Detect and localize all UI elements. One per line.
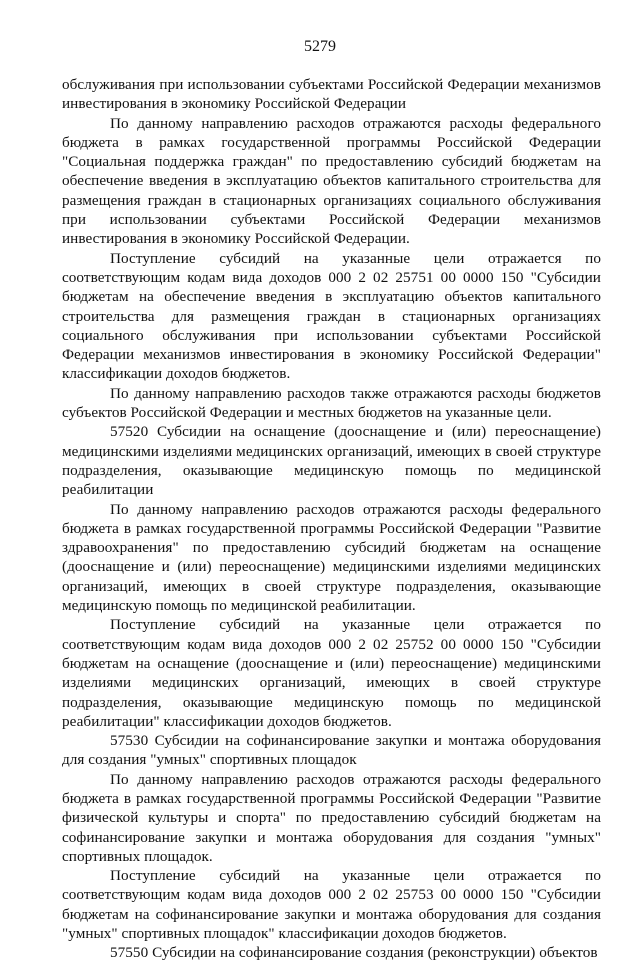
paragraph: Поступление субсидий на указанные цели отражается по соответствующим кодам вида доходов 000 2 02 25753 00 0000 150 "Субсидии бюджетам на софинансирование закупки и монтажа оборудования для создания "умных" спортивных площадок" классификации доходов бюджетов. <box>62 867 601 943</box>
paragraph: По данному направлению расходов отражаются расходы федерального бюджета в рамках государственной программы Российской Федерации "Социальная поддержка граждан" по предоставлению субсидий бюджетам на обеспечение введения в эксплуатацию объектов капитального строительства для размещения граждан в стационарных организациях социального обслуживания при использовании субъектами Российской Федерации механизмов инвестирования в экономику Российской Федерации. <box>62 114 601 248</box>
section-heading-57550: 57550 Субсидии на софинансирование создания (реконструкции) объектов <box>110 944 598 962</box>
paragraph-continuation: обслуживания при использовании субъектами Российской Федерации механизмов инвестирования в экономику Российской Федерации <box>62 76 601 113</box>
section-heading-57520: 57520 Субсидии на оснащение (дооснащение и (или) переоснащение) медицинскими изделиями медицинских организаций, имеющих в своей структуре подразделения, оказывающие медицинскую помощь по медицинской реабилитации <box>62 423 601 499</box>
paragraph: По данному направлению расходов также отражаются расходы бюджетов субъектов Российской Федерации и местных бюджетов на указанные цели. <box>62 384 601 422</box>
section-heading-57530: 57530 Субсидии на софинансирование закупки и монтажа оборудования для создания "умных" спортивных площадок <box>62 732 601 769</box>
paragraph: По данному направлению расходов отражаются расходы федерального бюджета в рамках государственной программы Российской Федерации "Развитие физической культуры и спорта" по предоставлению субсидий бюджетам на софинансирование закупки и монтажа оборудования для создания "умных" спортивных площадок. <box>62 770 601 865</box>
page-number: 5279 <box>304 38 336 55</box>
paragraph: Поступление субсидий на указанные цели отражается по соответствующим кодам вида доходов 000 2 02 25751 00 0000 150 "Субсидии бюджетам на обеспечение введения в эксплуатацию объектов капитального строительства для размещения граждан в стационарных организациях социального обслуживания при использовании субъектами Российской Федерации механизмов инвестирования в экономику Российской Федерации" классификации доходов бюджетов. <box>62 249 601 383</box>
paragraph: Поступление субсидий на указанные цели отражается по соответствующим кодам вида доходов 000 2 02 25752 00 0000 150 "Субсидии бюджетам на оснащение (дооснащение и (или) переоснащение) медицинскими изделиями медицинских организаций, имеющих в своей структуре подразделения, оказывающие медицинскую помощь по медицинской реабилитации" классификации доходов бюджетов. <box>62 616 601 730</box>
paragraph: По данному направлению расходов отражаются расходы федерального бюджета в рамках государственной программы Российской Федерации "Развитие здравоохранения" по предоставлению субсидий бюджетам на оснащение (дооснащение и (или) переоснащение) медицинскими изделиями медицинских организаций, имеющих в своей структуре подразделения, оказывающие медицинскую помощь по медицинской реабилитации. <box>62 500 601 615</box>
document-body <box>62 75 601 963</box>
